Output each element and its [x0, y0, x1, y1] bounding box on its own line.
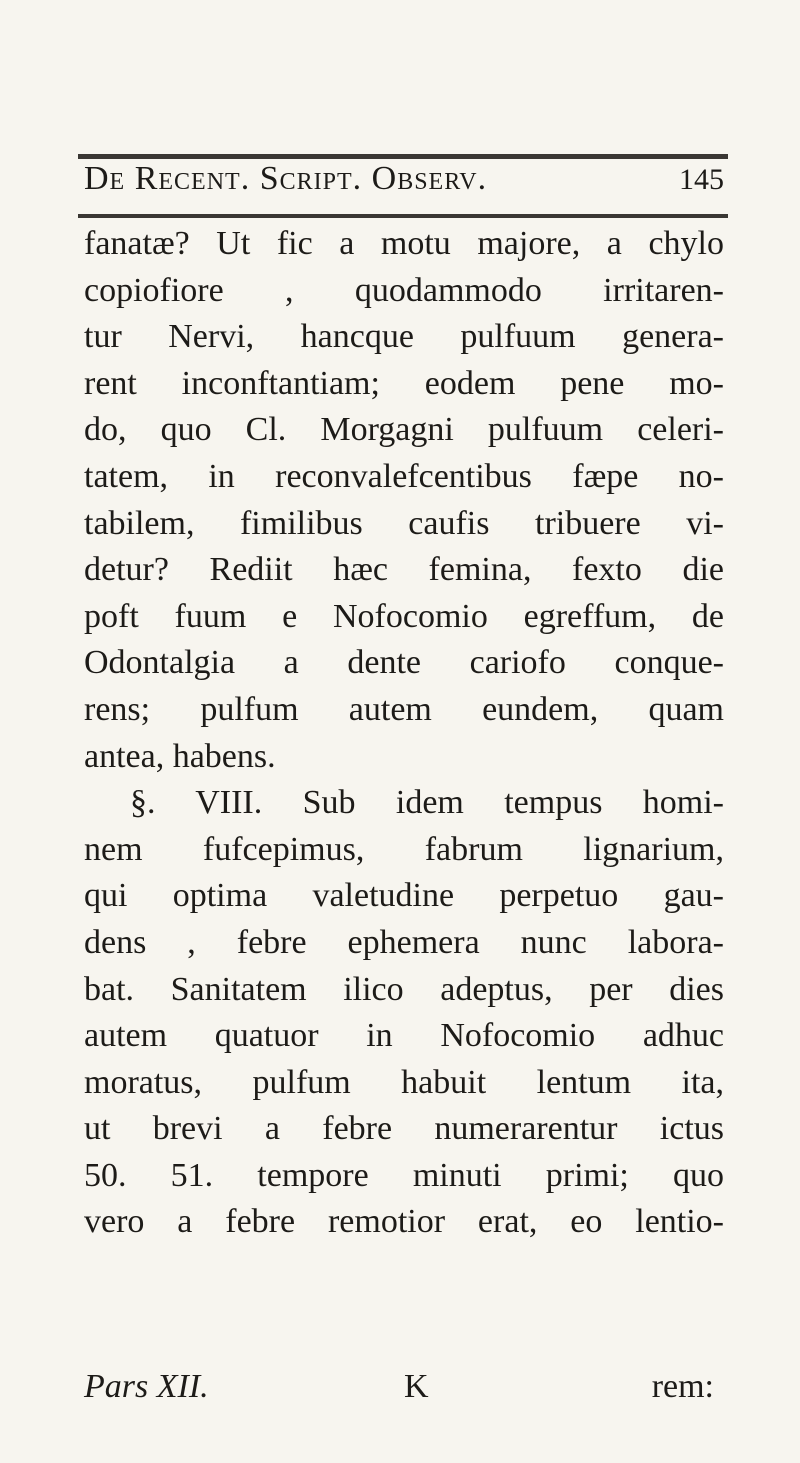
text-line: autem quatuor in Nofocomio adhuc: [84, 1017, 724, 1055]
text-line: dens , febre ephemera nunc labora-: [84, 923, 724, 961]
text-line: bat. Sanitatem ilico adeptus, per dies: [84, 970, 724, 1008]
text-line: antea, habens.: [84, 737, 276, 775]
text-line: tabilem, fimilibus caufis tribuere vi-: [84, 504, 724, 542]
text-line: do, quo Cl. Morgagni pulfuum celeri-: [84, 411, 724, 449]
header-rule-bottom: [78, 214, 728, 218]
text-line: poft fuum e Nofocomio egreffum, de: [84, 597, 724, 635]
text-line: 50. 51. tempore minuti primi; quo: [84, 1156, 724, 1194]
section-heading-line: §. VIII. Sub idem tempus homi-: [130, 784, 724, 822]
text-line: moratus, pulfum habuit lentum ita,: [84, 1063, 724, 1101]
text-line: qui optima valetudine perpetuo gau-: [84, 877, 724, 915]
text-line: rent inconftantiam; eodem pene mo-: [84, 364, 724, 402]
signature-mark: Pars XII.: [84, 1368, 209, 1405]
text-line: rens; pulfum autem eundem, quam: [84, 690, 724, 728]
text-line: copiofiore , quodammodo irritaren-: [84, 271, 724, 309]
text-line: Odontalgia a dente cariofo conque-: [84, 644, 724, 682]
running-header: [84, 160, 724, 210]
text-line: detur? Rediit hæc femina, fexto die: [84, 551, 724, 589]
text-line: tur Nervi, hancque pulfuum genera-: [84, 318, 724, 356]
sheet-mark: K: [404, 1368, 429, 1405]
page-number: 145: [679, 163, 724, 196]
header-rule-top: [78, 154, 728, 159]
catchword: rem:: [651, 1368, 714, 1405]
body-text: [84, 221, 724, 1246]
text-line: ut brevi a febre numerarentur ictus: [84, 1110, 724, 1148]
text-line: nem fufcepimus, fabrum lignarium,: [84, 830, 724, 868]
running-title: De Recent. Script. Observ.: [84, 160, 488, 197]
text-line: tatem, in reconvalefcentibus fæpe no-: [84, 457, 724, 495]
text-line: fanatæ? Ut fic a motu majore, a chylo: [84, 225, 724, 262]
text-line: vero a febre remotior erat, eo lentio-: [84, 1203, 724, 1241]
page-footer: [84, 1368, 724, 1414]
